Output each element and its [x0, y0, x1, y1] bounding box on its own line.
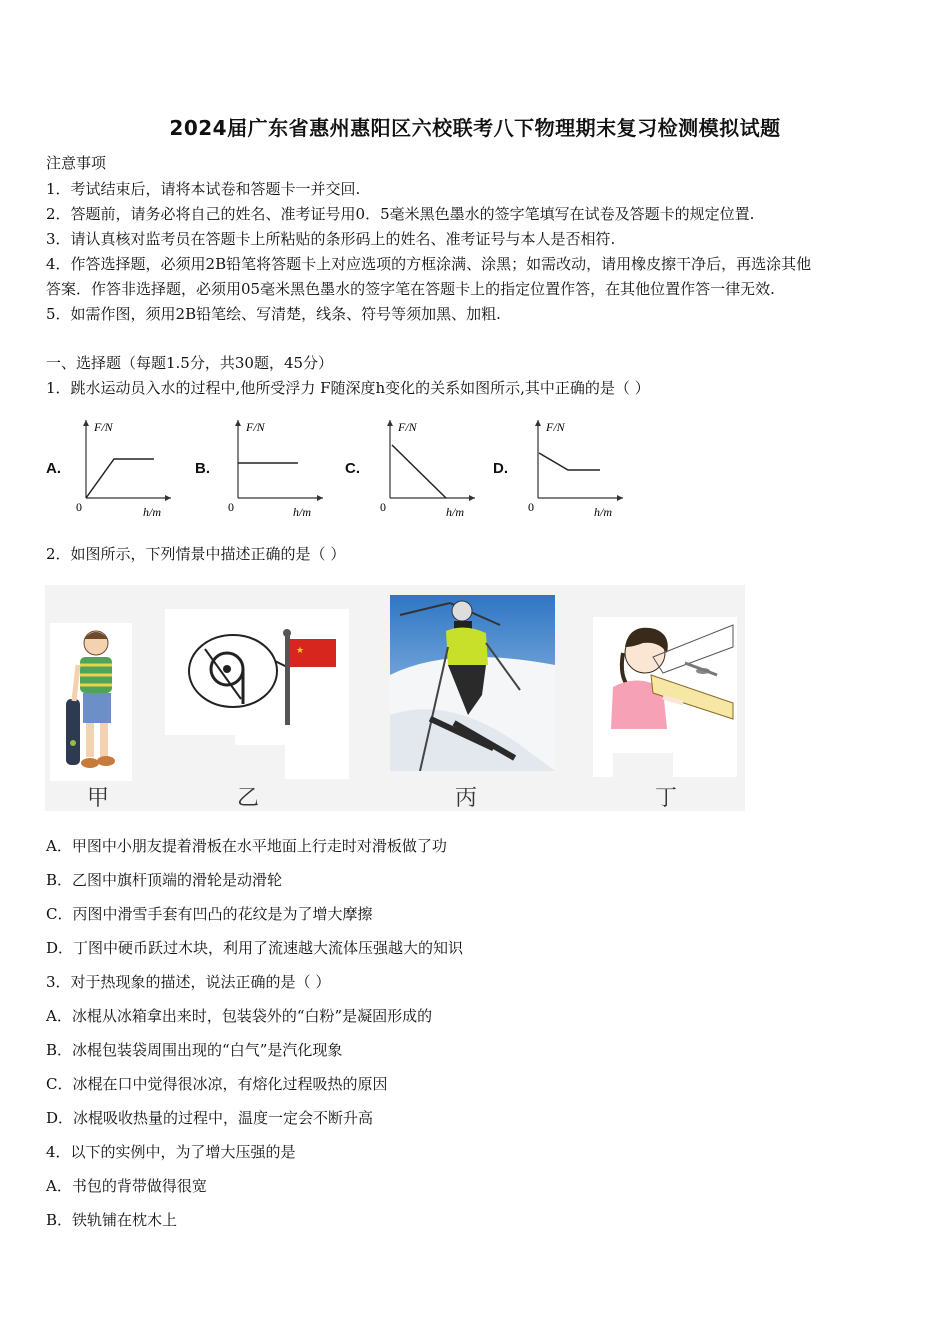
svg-text:0: 0 — [228, 500, 234, 514]
boy-skateboard-illustration — [50, 623, 132, 781]
svg-text:0: 0 — [380, 500, 386, 514]
notice-item: 答案．作答非选择题，必须用05毫米黑色墨水的签字笔在答题卡上的指定位置作答，在其他位置作答一律无效. — [46, 280, 775, 298]
x-arrow-icon — [165, 495, 171, 501]
curve — [392, 445, 446, 498]
question-1-stem: 1．跳水运动员入水的过程中,他所受浮力 F随深度h变化的关系如图所示,其中正确的是（ ） — [46, 379, 650, 397]
caption-bing: 丙 — [455, 786, 478, 811]
panel-jia — [50, 623, 132, 781]
q2-option-b: B．乙图中旗杆顶端的滑轮是动滑轮 — [46, 871, 283, 889]
caption-jia: 甲 — [87, 786, 110, 811]
svg-text:★: ★ — [296, 645, 305, 655]
q2-option-c: C．丙图中滑雪手套有凹凸的花纹是为了增大摩擦 — [46, 905, 373, 923]
notice-heading: 注意事项 — [46, 154, 107, 172]
svg-text:F/N: F/N — [546, 420, 565, 434]
q3-option-d: D．冰棍吸收热量的过程中，温度一定会不断升高 — [46, 1109, 374, 1127]
curve — [539, 453, 600, 470]
y-label: F/N — [94, 420, 113, 434]
q4-option-b: B．铁轨铺在枕木上 — [46, 1211, 178, 1229]
graph-d-label: D. — [493, 460, 508, 477]
graph-b-label: B. — [195, 460, 210, 477]
caption-ding: 丁 — [655, 786, 678, 811]
svg-text:h/m: h/m — [446, 505, 464, 519]
y-arrow-icon — [83, 420, 89, 426]
panel-bing — [390, 595, 555, 771]
panel-yi — [165, 609, 349, 779]
svg-text:h/m: h/m — [594, 505, 612, 519]
q3-option-c: C．冰棍在口中觉得很冰凉，有熔化过程吸热的原因 — [46, 1075, 388, 1093]
question-3-stem: 3．对于热现象的描述，说法正确的是（ ） — [46, 973, 331, 991]
svg-text:F/N: F/N — [398, 420, 417, 434]
page-title: 2024届广东省惠州惠阳区六校联考八下物理期末复习检测模拟试题 — [169, 116, 781, 140]
notice-item: 1．考试结束后，请将本试卷和答题卡一并交回. — [46, 180, 361, 198]
graph-a-label: A. — [46, 460, 61, 477]
q3-option-b: B．冰棍包装袋周围出现的“白气”是汽化现象 — [46, 1041, 343, 1059]
graph-d — [518, 415, 628, 520]
question-2-figure — [45, 585, 745, 811]
origin-label: 0 — [76, 500, 82, 514]
section-heading: 一、选择题（每题1.5分，共30题，45分） — [46, 354, 334, 372]
q3-option-a: A．冰棍从冰箱拿出来时，包装袋外的“白粉”是凝固形成的 — [46, 1007, 433, 1025]
graph-c — [370, 415, 480, 520]
girl-coin-illustration — [593, 617, 737, 777]
notice-item: 2．答题前，请务必将自己的姓名、准考证号用0．5毫米黑色墨水的签字笔填写在试卷及答题卡的规定位置. — [46, 205, 755, 223]
x-label: h/m — [143, 505, 161, 519]
notice-item: 3．请认真核对监考员在答题卡上所粘贴的条形码上的姓名、准考证号与本人是否相符. — [46, 230, 616, 248]
graph-c-label: C. — [345, 460, 360, 477]
notice-item: 4．作答选择题，必须用2B铅笔将答题卡上对应选项的方框涂满、涂黑；如需改动，请用橡皮擦干净后，再选涂其他 — [46, 255, 812, 273]
graph-a — [66, 415, 176, 520]
svg-text:F/N: F/N — [246, 420, 265, 434]
notice-item: 5．如需作图，须用2B铅笔绘、写清楚，线条、符号等须加黑、加粗. — [46, 305, 501, 323]
svg-text:0: 0 — [528, 500, 534, 514]
graph-b — [218, 415, 328, 520]
pulley-flag-illustration — [165, 609, 349, 779]
panel-ding — [593, 617, 737, 777]
curve — [86, 459, 154, 498]
skier-photo — [390, 595, 555, 771]
q2-option-a: A．甲图中小朋友提着滑板在水平地面上行走时对滑板做了功 — [46, 837, 447, 855]
q4-option-a: A．书包的背带做得很宽 — [46, 1177, 207, 1195]
q2-option-d: D．丁图中硬币跃过木块，利用了流速越大流体压强越大的知识 — [46, 939, 464, 957]
svg-text:h/m: h/m — [293, 505, 311, 519]
question-4-stem: 4．以下的实例中，为了增大压强的是 — [46, 1143, 296, 1161]
question-2-stem: 2．如图所示，下列情景中描述正确的是（ ） — [46, 545, 346, 563]
caption-yi: 乙 — [237, 786, 260, 811]
